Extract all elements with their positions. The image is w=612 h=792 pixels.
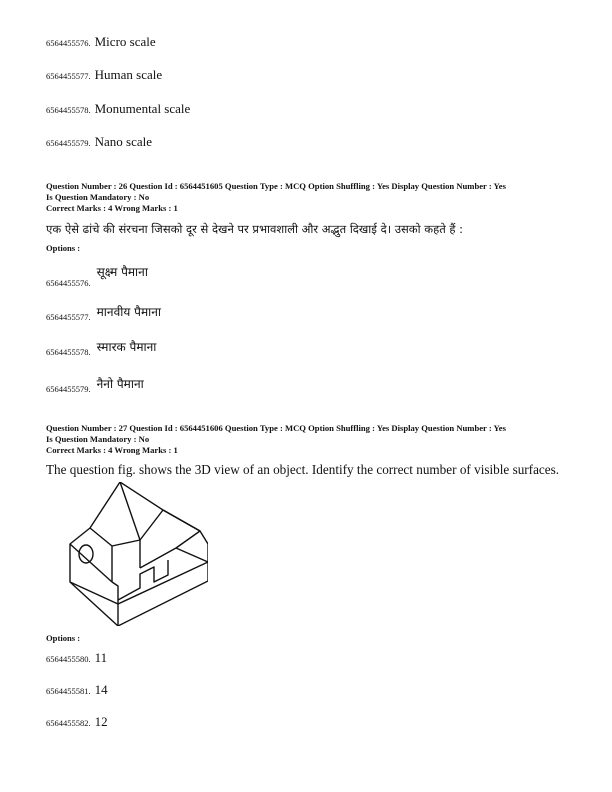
- q26-options-label: Options :: [46, 243, 81, 253]
- q27-option-3: [46, 713, 108, 731]
- option-id: 6564455576.: [46, 278, 91, 288]
- option-id: 6564455582.: [46, 718, 91, 728]
- option-text: स्मारक पैमाना: [96, 340, 157, 354]
- option-text: 14: [94, 682, 108, 697]
- q27-meta-line1: Question Number : 27 Question Id : 6564451606 Question Type : MCQ Option Shuffling : Yes Display Question Number : Yes: [46, 423, 506, 433]
- left-slab-edge: [70, 544, 112, 582]
- option-text: 11: [94, 650, 108, 665]
- q27-option-1: [46, 649, 107, 667]
- q27-options-label: Options :: [46, 633, 81, 643]
- q27-option-2: [46, 681, 108, 699]
- option-text: सूक्ष्म पैमाना: [96, 265, 148, 279]
- roof-front-edge: [140, 510, 163, 540]
- block-top-front-edge: [112, 540, 140, 546]
- figure-outline: [70, 482, 208, 626]
- option-id: 6564455577.: [46, 71, 91, 81]
- option-id: 6564455576.: [46, 38, 91, 48]
- option-text: Monumental scale: [94, 101, 191, 116]
- option-text: नैनो पैमाना: [96, 377, 144, 391]
- isometric-object-figure: [58, 482, 208, 626]
- q26-question-text: एक ऐसे ढांचे की संरचना जिसको दूर से देखने पर प्रभावशाली और अद्भुत दिखाई दे। उसको कहते हैं :: [46, 222, 464, 236]
- q27-meta-line2: Is Question Mandatory : No: [46, 434, 150, 444]
- q26-option-2: [46, 303, 161, 321]
- roof-ridge-edge: [120, 482, 140, 540]
- q27-meta-line3: Correct Marks : 4 Wrong Marks : 1: [46, 445, 178, 455]
- option-1: [46, 33, 156, 51]
- option-3: [46, 100, 190, 118]
- option-id: 6564455579.: [46, 384, 91, 394]
- step-side-edge: [176, 548, 208, 562]
- option-4: [46, 133, 152, 151]
- q26-meta-line1: Question Number : 26 Question Id : 6564451605 Question Type : MCQ Option Shuffling : Yes Display Question Number : Yes: [46, 181, 506, 191]
- option-text: मानवीय पैमाना: [96, 305, 161, 319]
- step-edge-2: [176, 531, 200, 548]
- option-id: 6564455577.: [46, 312, 91, 322]
- q26-meta-line2: Is Question Mandatory : No: [46, 192, 150, 202]
- q27-meta: [46, 423, 576, 456]
- option-id: 6564455581.: [46, 686, 91, 696]
- left-top-edge: [90, 528, 112, 546]
- base-front-edge: [70, 582, 118, 604]
- q26-meta-line3: Correct Marks : 4 Wrong Marks : 1: [46, 203, 178, 213]
- option-id: 6564455578.: [46, 347, 91, 357]
- base-right-edge: [118, 562, 208, 604]
- q26-option-1: [46, 263, 148, 288]
- option-text: 12: [94, 714, 108, 729]
- option-text: Micro scale: [94, 34, 156, 49]
- option-id: 6564455580.: [46, 654, 91, 664]
- step-edge: [140, 548, 176, 568]
- right-top-edge: [163, 510, 200, 531]
- option-id: 6564455578.: [46, 105, 91, 115]
- option-2: [46, 66, 162, 84]
- q26-option-4: [46, 375, 144, 393]
- q26-meta: [46, 181, 576, 214]
- q26-option-3: [46, 338, 156, 356]
- q27-question-text: The question fig. shows the 3D view of an object. Identify the correct number of visible surfaces.: [46, 462, 560, 477]
- option-text: Human scale: [94, 67, 163, 82]
- option-text: Nano scale: [94, 134, 153, 149]
- option-id: 6564455579.: [46, 138, 91, 148]
